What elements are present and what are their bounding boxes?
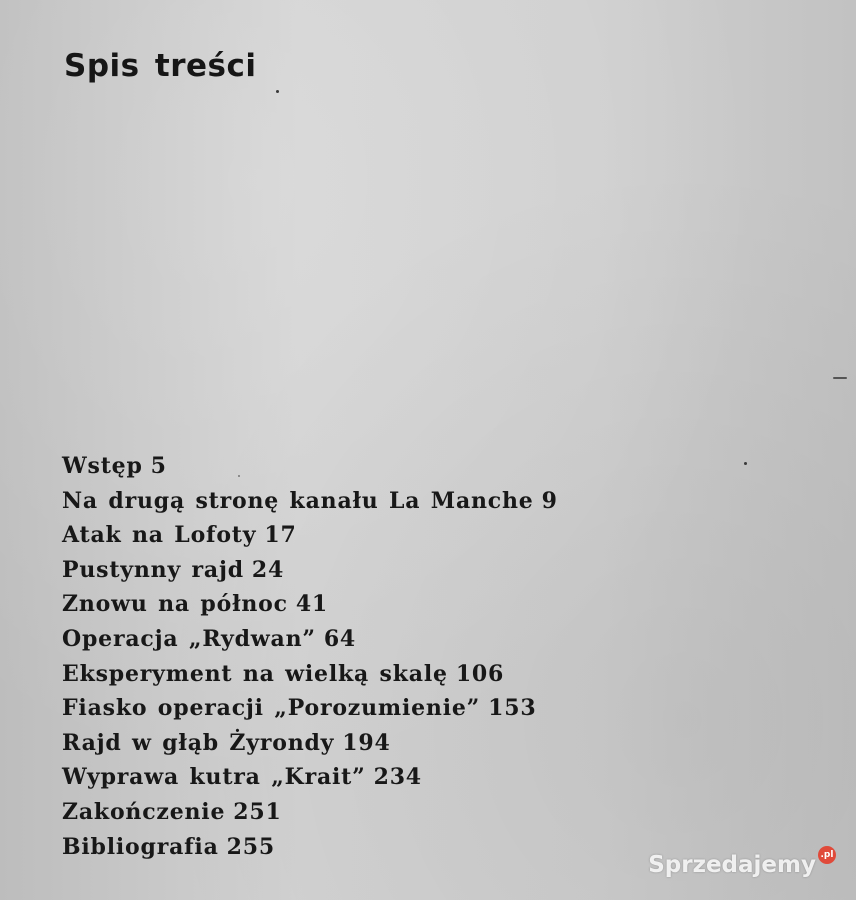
watermark	[648, 852, 836, 882]
toc-entry	[62, 760, 558, 795]
toc-entry-title: Wstęp	[62, 453, 143, 479]
paper-speck	[276, 90, 279, 93]
table-of-contents	[62, 449, 558, 864]
toc-entry-title: Pustynny rajd	[62, 556, 244, 583]
toc-entry-title: Bibliografia	[62, 833, 219, 860]
paper-speck	[833, 377, 847, 379]
toc-entry-title: Atak na Lofoty	[62, 522, 257, 549]
paper-speck	[238, 475, 240, 477]
toc-entry-page: 106	[455, 660, 505, 687]
toc-entry	[62, 622, 558, 657]
toc-entry-title: Wyprawa kutra „Krait”	[62, 764, 366, 791]
toc-entry-title: Znowu na północ	[62, 591, 288, 618]
toc-entry	[62, 726, 558, 761]
toc-entry-page: 41	[295, 591, 329, 618]
toc-entry	[62, 449, 558, 484]
paper-speck	[744, 462, 747, 465]
toc-entry	[62, 518, 558, 553]
toc-entry-page: 194	[342, 729, 391, 756]
toc-entry-page: 17	[264, 522, 297, 549]
toc-entry-title: Operacja „Rydwan”	[62, 625, 316, 652]
toc-entry-page: 9	[541, 487, 558, 514]
toc-entry	[62, 553, 558, 588]
toc-entry-title: Fiasko operacji „Porozumienie”	[62, 695, 481, 722]
toc-entry-title: Na drugą stronę kanału La Manche	[62, 487, 534, 514]
toc-entry	[62, 830, 558, 865]
toc-entry-page: 5	[150, 453, 167, 479]
toc-entry	[62, 587, 558, 622]
toc-entry-title: Eksperyment na wielką skalę	[62, 660, 448, 687]
toc-entry-page: 153	[488, 695, 537, 722]
watermark-text: Sprzedajemy	[648, 852, 816, 878]
toc-entry	[62, 657, 558, 692]
toc-entry-page: 234	[373, 764, 422, 791]
toc-entry	[62, 795, 558, 830]
toc-entry-title: Rajd w głąb Żyrondy	[62, 729, 335, 756]
toc-entry-page: 255	[226, 833, 275, 860]
toc-entry	[62, 691, 558, 726]
toc-entry-page: 64	[323, 625, 357, 652]
page-title: Spis treści	[64, 48, 257, 84]
toc-entry-title: Zakończenie	[62, 798, 226, 825]
toc-entry-page: 251	[233, 798, 282, 825]
toc-entry	[62, 484, 558, 519]
watermark-badge: .pl	[818, 846, 836, 864]
toc-entry-page: 24	[251, 556, 285, 583]
